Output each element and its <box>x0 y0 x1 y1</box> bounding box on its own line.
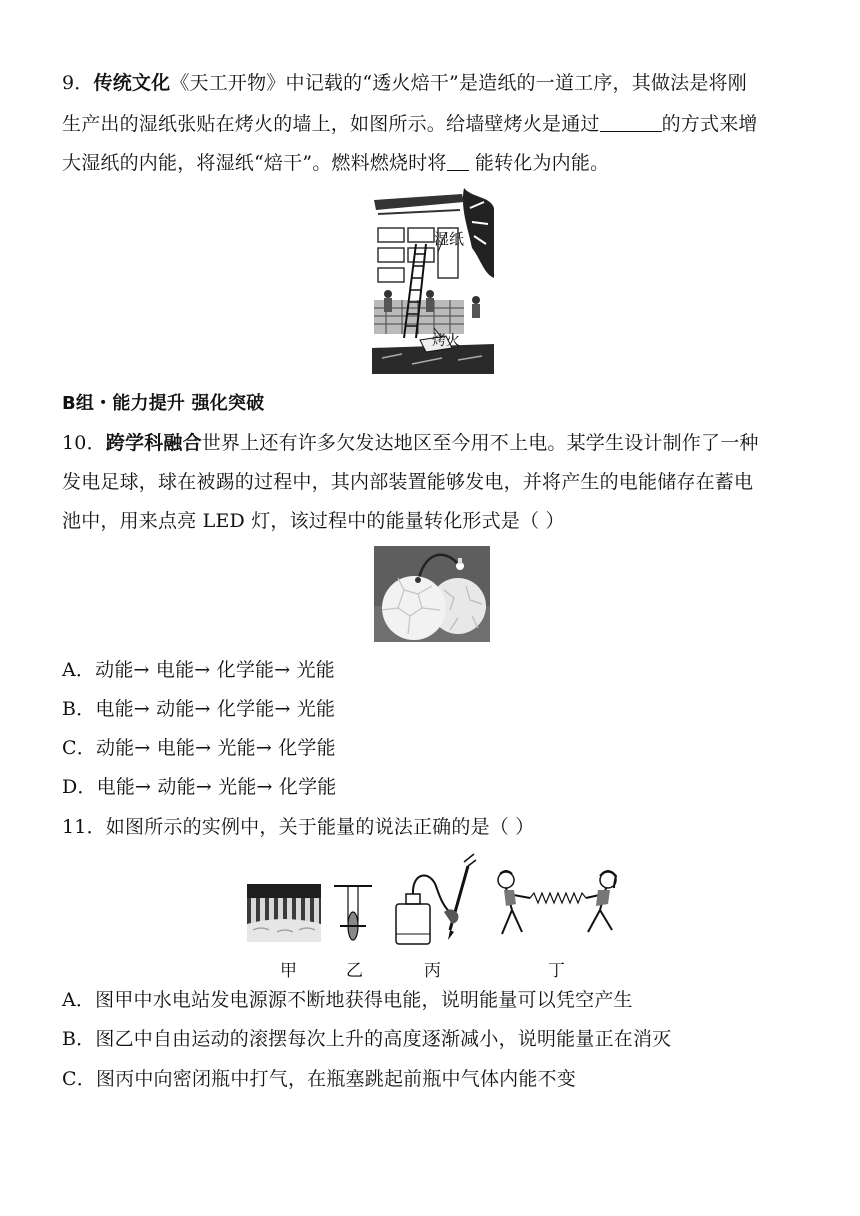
q9-line-1-text: 《天工开物》中记载的“透火焙干”是造纸的一道工序，其做法是将刚 <box>170 72 747 94</box>
q10-option-c[interactable]: C．动能→ 电能→ 光能→ 化学能 <box>62 737 336 759</box>
q11-caption-jia: 甲 <box>280 961 297 981</box>
q11-option-a[interactable]: A．图甲中水电站发电源源不断地获得电能，说明能量可以凭空产生 <box>62 989 633 1011</box>
q10-line-2: 发电足球，球在被踢的过程中，其内部装置能够发电，并将产生的电能储存在蓄电 <box>62 471 754 493</box>
q11-figure-jia <box>247 884 321 942</box>
q9-line-1 <box>62 70 747 96</box>
q10-option-b[interactable]: B．电能→ 动能→ 化学能→ 光能 <box>62 698 336 720</box>
q10-line-1-text: 世界上还有许多欠发达地区至今用不上电。某学生设计制作了一种 <box>201 432 759 454</box>
q11-figure-yi <box>330 884 376 944</box>
q11-caption-ding: 丁 <box>548 961 565 981</box>
q11-option-b[interactable]: B．图乙中自由运动的滚摆每次上升的高度逐渐减小，说明能量正在消灭 <box>62 1028 672 1050</box>
q9-tag: 传统文化 <box>93 72 171 94</box>
section-b-heading: B组・能力提升 强化突破 <box>62 393 265 414</box>
q9-number: 9． <box>62 72 94 94</box>
q10-option-a[interactable]: A．动能→ 电能→ 化学能→ 光能 <box>62 659 336 681</box>
q9-line-2 <box>62 111 758 137</box>
q11-stem: 11．如图所示的实例中，关于能量的说法正确的是（ ） <box>62 816 535 838</box>
q10-football-figure <box>374 546 490 642</box>
q9-blank-1[interactable] <box>600 113 662 132</box>
q9-line-2-text-b: 的方式来增 <box>661 113 758 135</box>
q11-option-c[interactable]: C．图丙中向密闭瓶中打气，在瓶塞跳起前瓶中气体内能不变 <box>62 1068 576 1090</box>
q10-line-3: 池中，用来点亮 LED 灯，该过程中的能量转化形式是（ ） <box>62 510 565 532</box>
q10-number: 10． <box>62 432 106 454</box>
q11-figure-bing <box>392 852 480 946</box>
q9-line-3-text-a: 大湿纸的内能，将湿纸“焙干”。燃料燃烧时将 <box>62 152 447 174</box>
q11-figure-ding <box>490 868 624 940</box>
q9-blank-2[interactable] <box>447 152 469 171</box>
q10-line-1 <box>62 430 759 456</box>
q9-woodcut-figure <box>372 188 494 374</box>
q9-line-3 <box>62 150 609 176</box>
q9-wet-paper-label: 湿纸 <box>434 230 465 248</box>
q9-line-2-text-a: 生产出的湿纸张贴在烤火的墙上，如图所示。给墙壁烤火是通过 <box>62 113 600 135</box>
q11-caption-yi: 乙 <box>346 961 363 981</box>
q9-line-3-text-b: 能转化为内能。 <box>468 152 610 174</box>
q11-caption-bing: 丙 <box>424 961 441 981</box>
q10-tag: 跨学科融合 <box>105 432 202 454</box>
q9-fire-label: 烤火 <box>432 333 460 349</box>
q10-option-d[interactable]: D．电能→ 动能→ 光能→ 化学能 <box>62 776 337 798</box>
